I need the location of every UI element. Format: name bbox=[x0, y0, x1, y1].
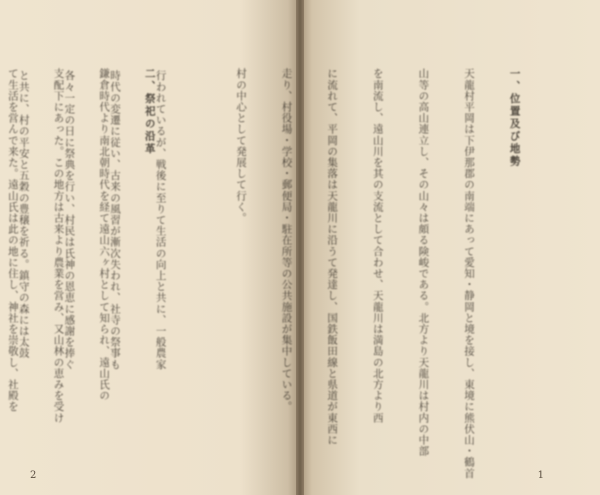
right-body-line: に流れて、平岡の集落は天龍川に沿うて発達し、国鉄飯田線と県道が東西に bbox=[326, 68, 339, 446]
left-body-line: 行われているが、戦後に至りて生活の向上と共に、一般農家 bbox=[154, 70, 167, 370]
section-heading-history: 二、祭祀の沿革 bbox=[143, 68, 156, 156]
left-body-line: と共に、村の平安と五穀の豊穣を祈る。鎮守の森には太鼓 bbox=[17, 70, 30, 359]
section-heading-location: 一、位置及び地勢 bbox=[508, 68, 521, 168]
right-body-line: 山等の高山連立し、その山々は頗る険峻である。北方より天龍川は村内の中部 bbox=[417, 68, 430, 457]
right-body-line: 走り、村役場・学校・郵便局・駐在所等の公共施設が集中している。 bbox=[280, 68, 293, 413]
right-body-line: を南流し、遠山川を其の支流として合わせ、天龍川は満島の北方より西 bbox=[371, 68, 384, 424]
left-body-line: 時代の変遷に従い、古来の風習が漸次失われ、社寺の祭事も bbox=[108, 70, 121, 370]
page-number-right: 1 bbox=[537, 470, 544, 481]
right-body-line: 支配下にあった。この地方は古来より農業を営み、又山林の恵みを受け bbox=[52, 68, 65, 424]
book-gutter bbox=[296, 0, 304, 495]
left-body-line: 各々一定の日に祭典を行い、村民は氏神の恩恵に感謝を捧ぐ bbox=[63, 70, 76, 370]
right-body-line: 鎌倉時代より南北朝時代を経て遠山六ヶ村として知られ、遠山氏の bbox=[98, 68, 111, 401]
right-body-line: 天龍村平岡は下伊那郡の南端にあって愛知・静岡と境を接し、東境に熊伏山・鶴首 bbox=[462, 68, 475, 479]
page-number-left: 2 bbox=[30, 470, 37, 481]
right-body-line: 村の中心として発展して行く。 bbox=[234, 68, 247, 224]
right-body-line: て生活を営んで来た。遠山氏は此の地に住し、神社を崇敬し、社殿を bbox=[6, 68, 19, 413]
